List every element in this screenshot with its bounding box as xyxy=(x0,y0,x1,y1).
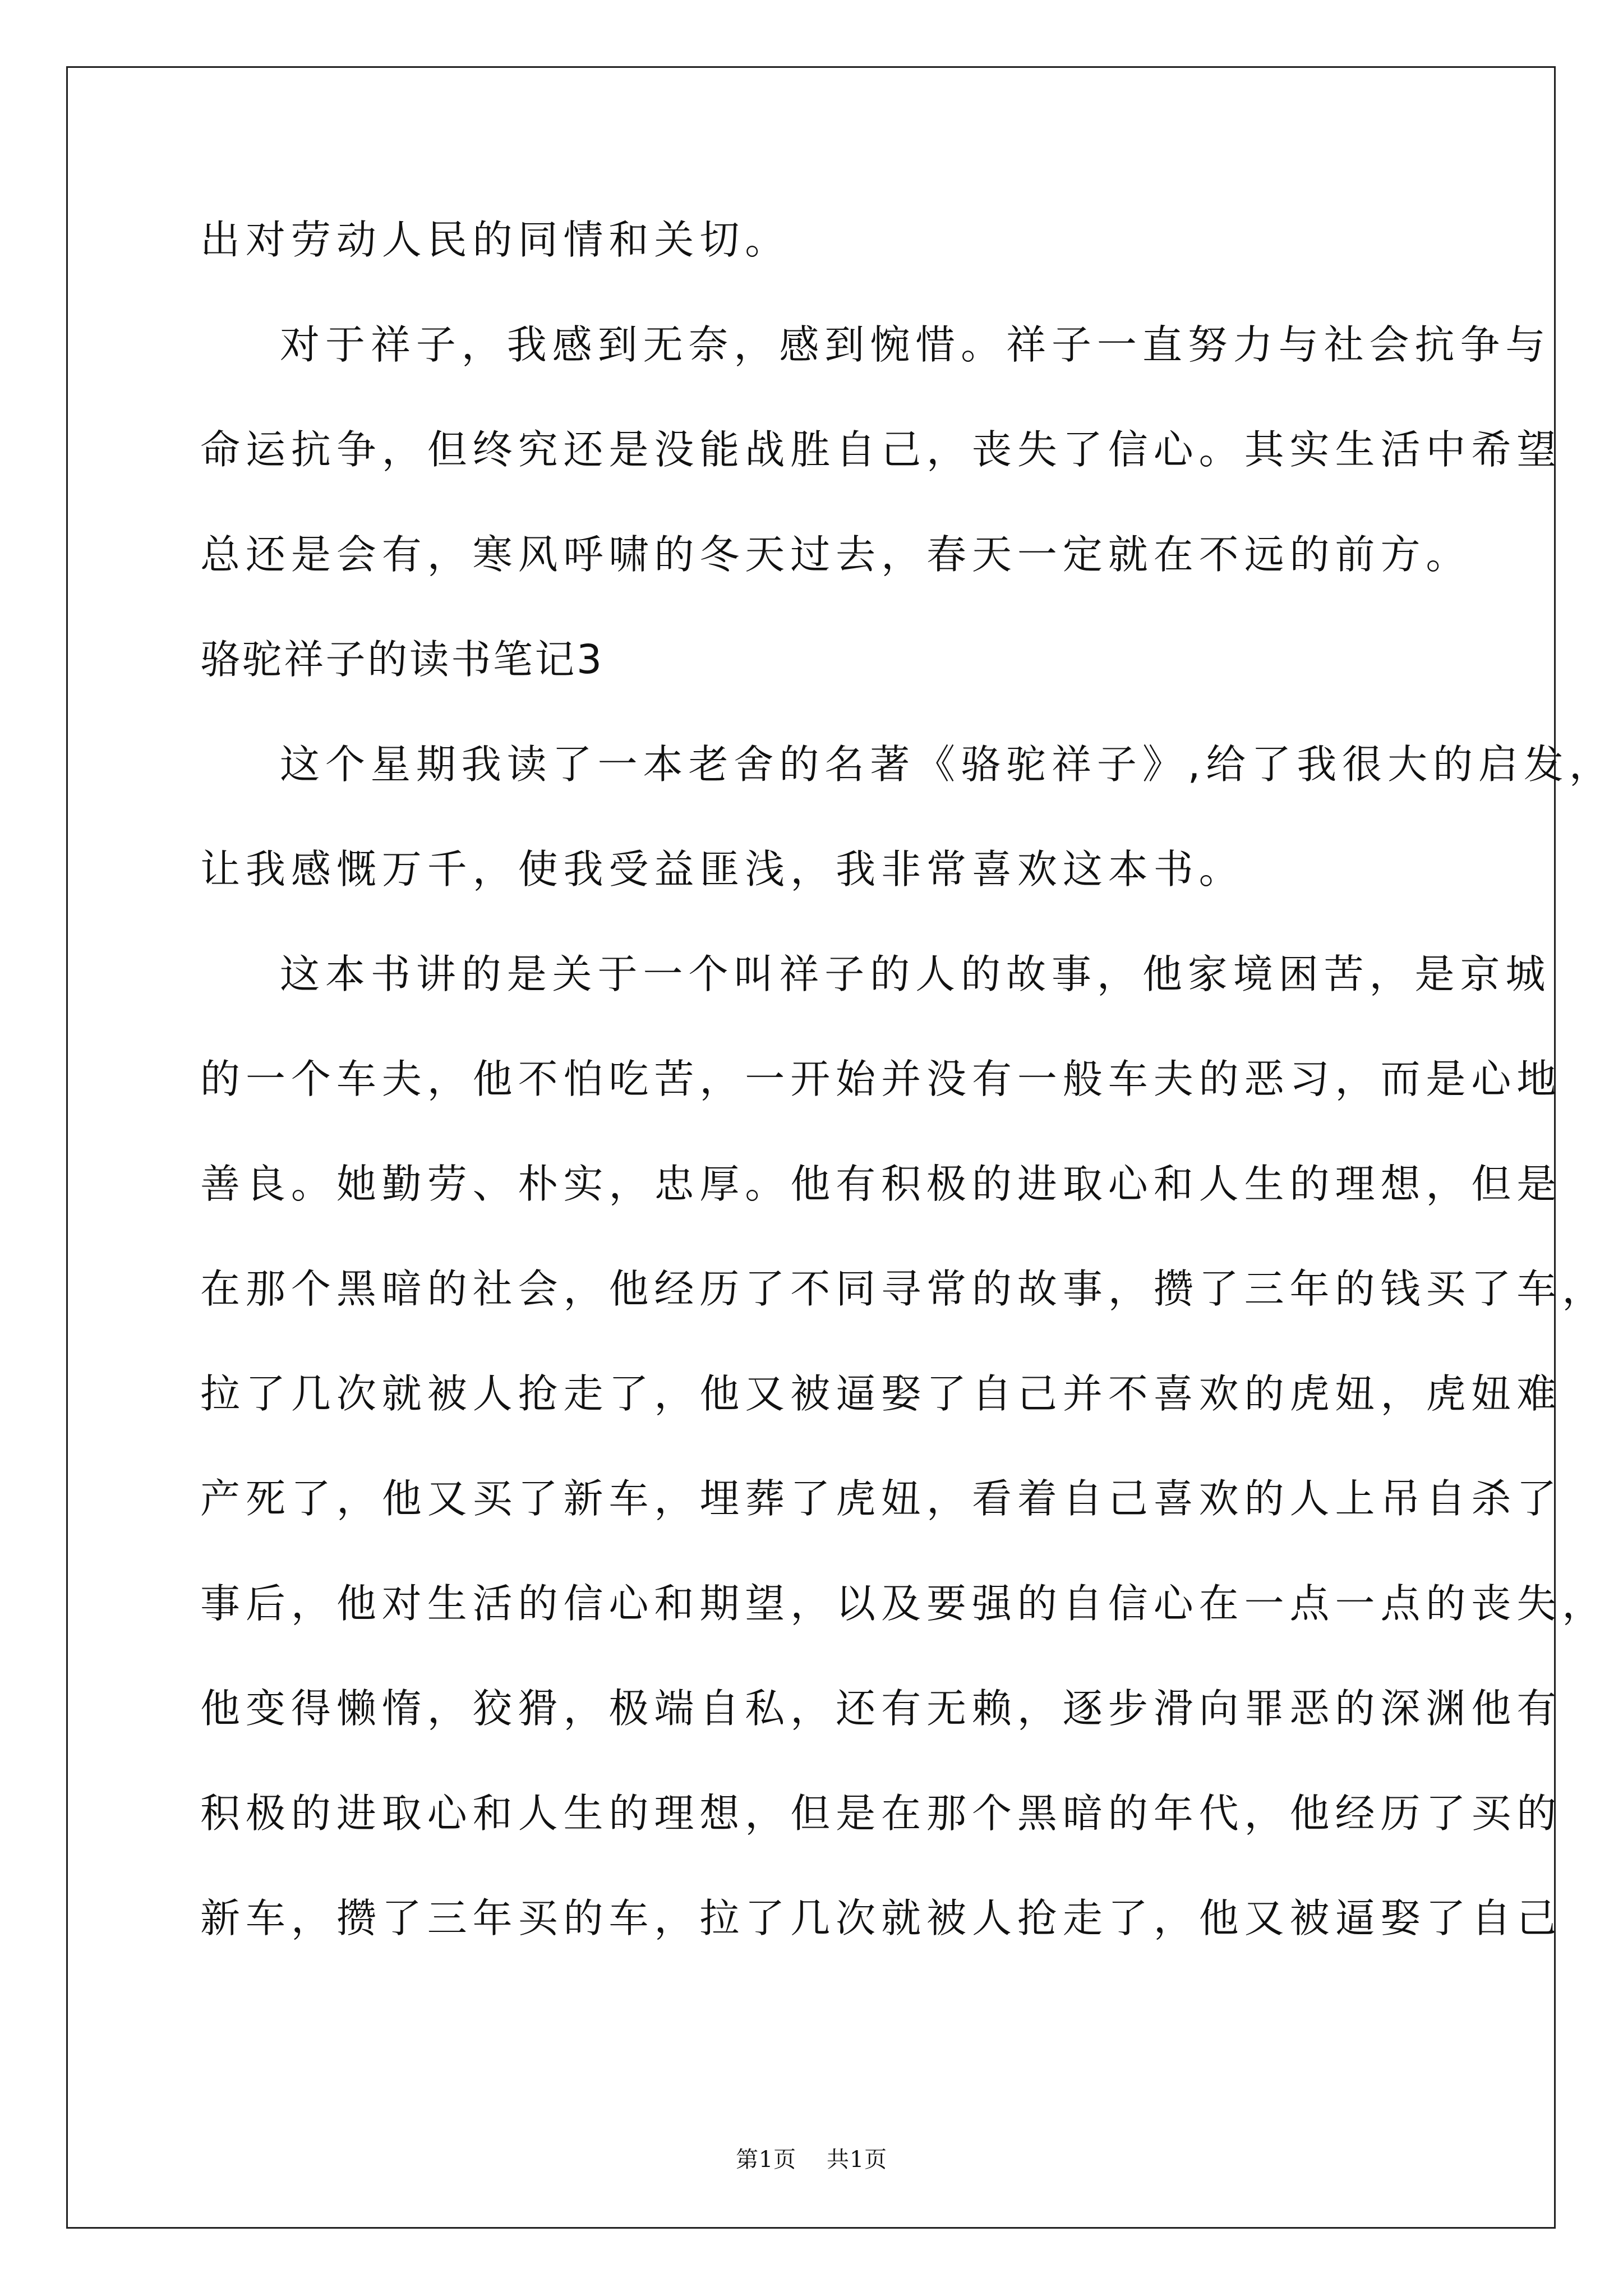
page-footer xyxy=(0,2142,1623,2174)
text-line: 的一个车夫，他不怕吃苦，一开始并没有一般车夫的恶习，而是心地 xyxy=(200,1056,1562,1102)
text-line: 他变得懒惰，狡猾，极端自私，还有无赖，逐步滑向罪恶的深渊他有 xyxy=(200,1685,1562,1732)
text-line: 对于祥子，我感到无奈，感到惋惜。祥子一直努力与社会抗争与 xyxy=(280,321,1551,368)
page-total: 共1页 xyxy=(827,2147,887,2173)
text-line: 善良。她勤劳、朴实，忠厚。他有积极的进取心和人生的理想，但是 xyxy=(200,1161,1562,1207)
text-line: 这个星期我读了一本老舍的名著《骆驼祥子》,给了我很大的启发， xyxy=(280,741,1615,788)
text-line: 积极的进取心和人生的理想，但是在那个黑暗的年代，他经历了买的 xyxy=(200,1790,1562,1837)
page-number: 第1页 xyxy=(736,2147,796,2173)
document-body xyxy=(200,206,1615,1990)
text-line: 拉了几次就被人抢走了，他又被逼娶了自己并不喜欢的虎妞，虎妞难 xyxy=(200,1370,1562,1417)
text-line: 在那个黑暗的社会，他经历了不同寻常的故事，攒了三年的钱买了车， xyxy=(200,1266,1608,1312)
text-line: 新车，攒了三年买的车，拉了几次就被人抢走了，他又被逼娶了自己 xyxy=(200,1895,1562,1941)
text-line: 产死了，他又买了新车，埋葬了虎妞，看着自己喜欢的人上吊自杀了 xyxy=(200,1475,1562,1522)
text-line: 总还是会有，寒风呼啸的冬天过去，春天一定就在不远的前方。 xyxy=(200,531,1472,578)
text-line: 事后，他对生活的信心和期望，以及要强的自信心在一点一点的丧失， xyxy=(200,1580,1608,1627)
text-line: 这本书讲的是关于一个叫祥子的人的故事，他家境困苦，是京城 xyxy=(280,951,1551,997)
footer-spacer xyxy=(796,2147,827,2173)
section-title: 骆驼祥子的读书笔记3 xyxy=(200,636,604,683)
text-line: 让我感慨万千，使我受益匪浅，我非常喜欢这本书。 xyxy=(200,846,1244,892)
text-line: 命运抗争，但终究还是没能战胜自己，丧失了信心。其实生活中希望 xyxy=(200,426,1562,473)
text-line: 出对劳动人民的同情和关切。 xyxy=(200,217,791,263)
